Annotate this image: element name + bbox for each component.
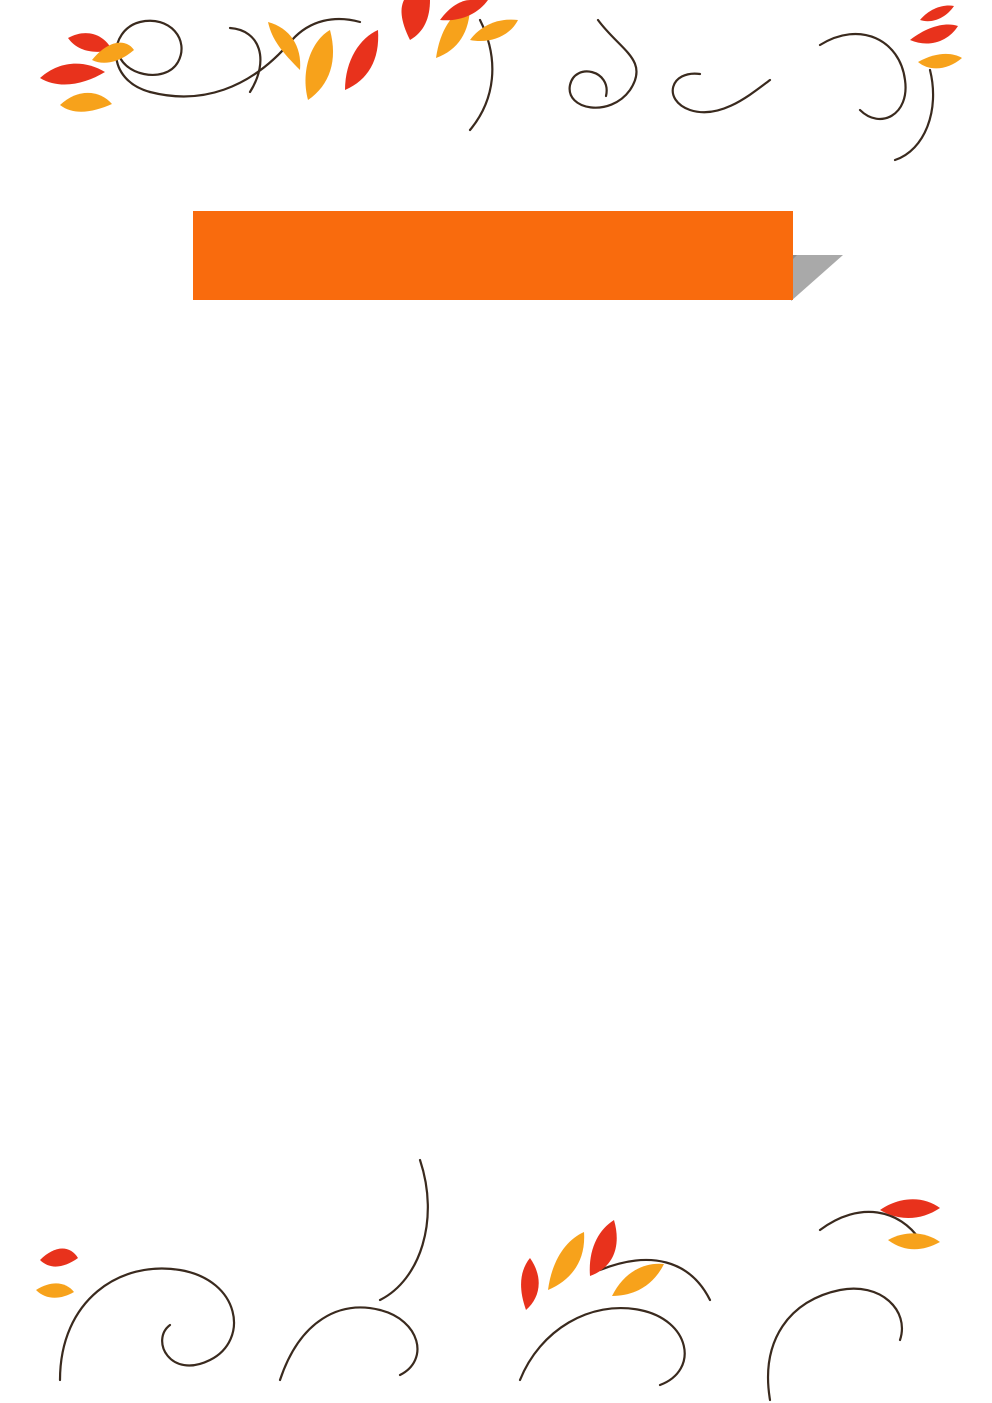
leaf-petals-left — [40, 33, 134, 112]
overview-list — [182, 754, 882, 1027]
leaf-petals-bottom — [36, 1199, 940, 1310]
agenda-item — [182, 891, 882, 937]
agenda-item — [182, 936, 882, 982]
title-banner — [193, 211, 845, 303]
banner-fold-corner — [791, 255, 843, 303]
agenda-item — [182, 982, 882, 1028]
intro-paragraph — [93, 340, 901, 659]
meeting-date — [182, 754, 882, 800]
intro-line — [93, 340, 901, 386]
intro-line — [93, 431, 901, 477]
bottom-floral-decoration — [0, 1100, 992, 1403]
intro-line — [93, 613, 901, 659]
meeting-place — [182, 800, 882, 846]
page-title — [193, 211, 793, 300]
intro-line — [93, 386, 901, 432]
intro-line — [93, 477, 901, 523]
meeting-content-label — [182, 845, 882, 891]
leaf-petals-center — [268, 0, 518, 100]
top-floral-decoration — [0, 0, 992, 200]
intro-line — [93, 522, 901, 568]
intro-line — [93, 568, 901, 614]
leaf-petals-right — [910, 6, 962, 69]
